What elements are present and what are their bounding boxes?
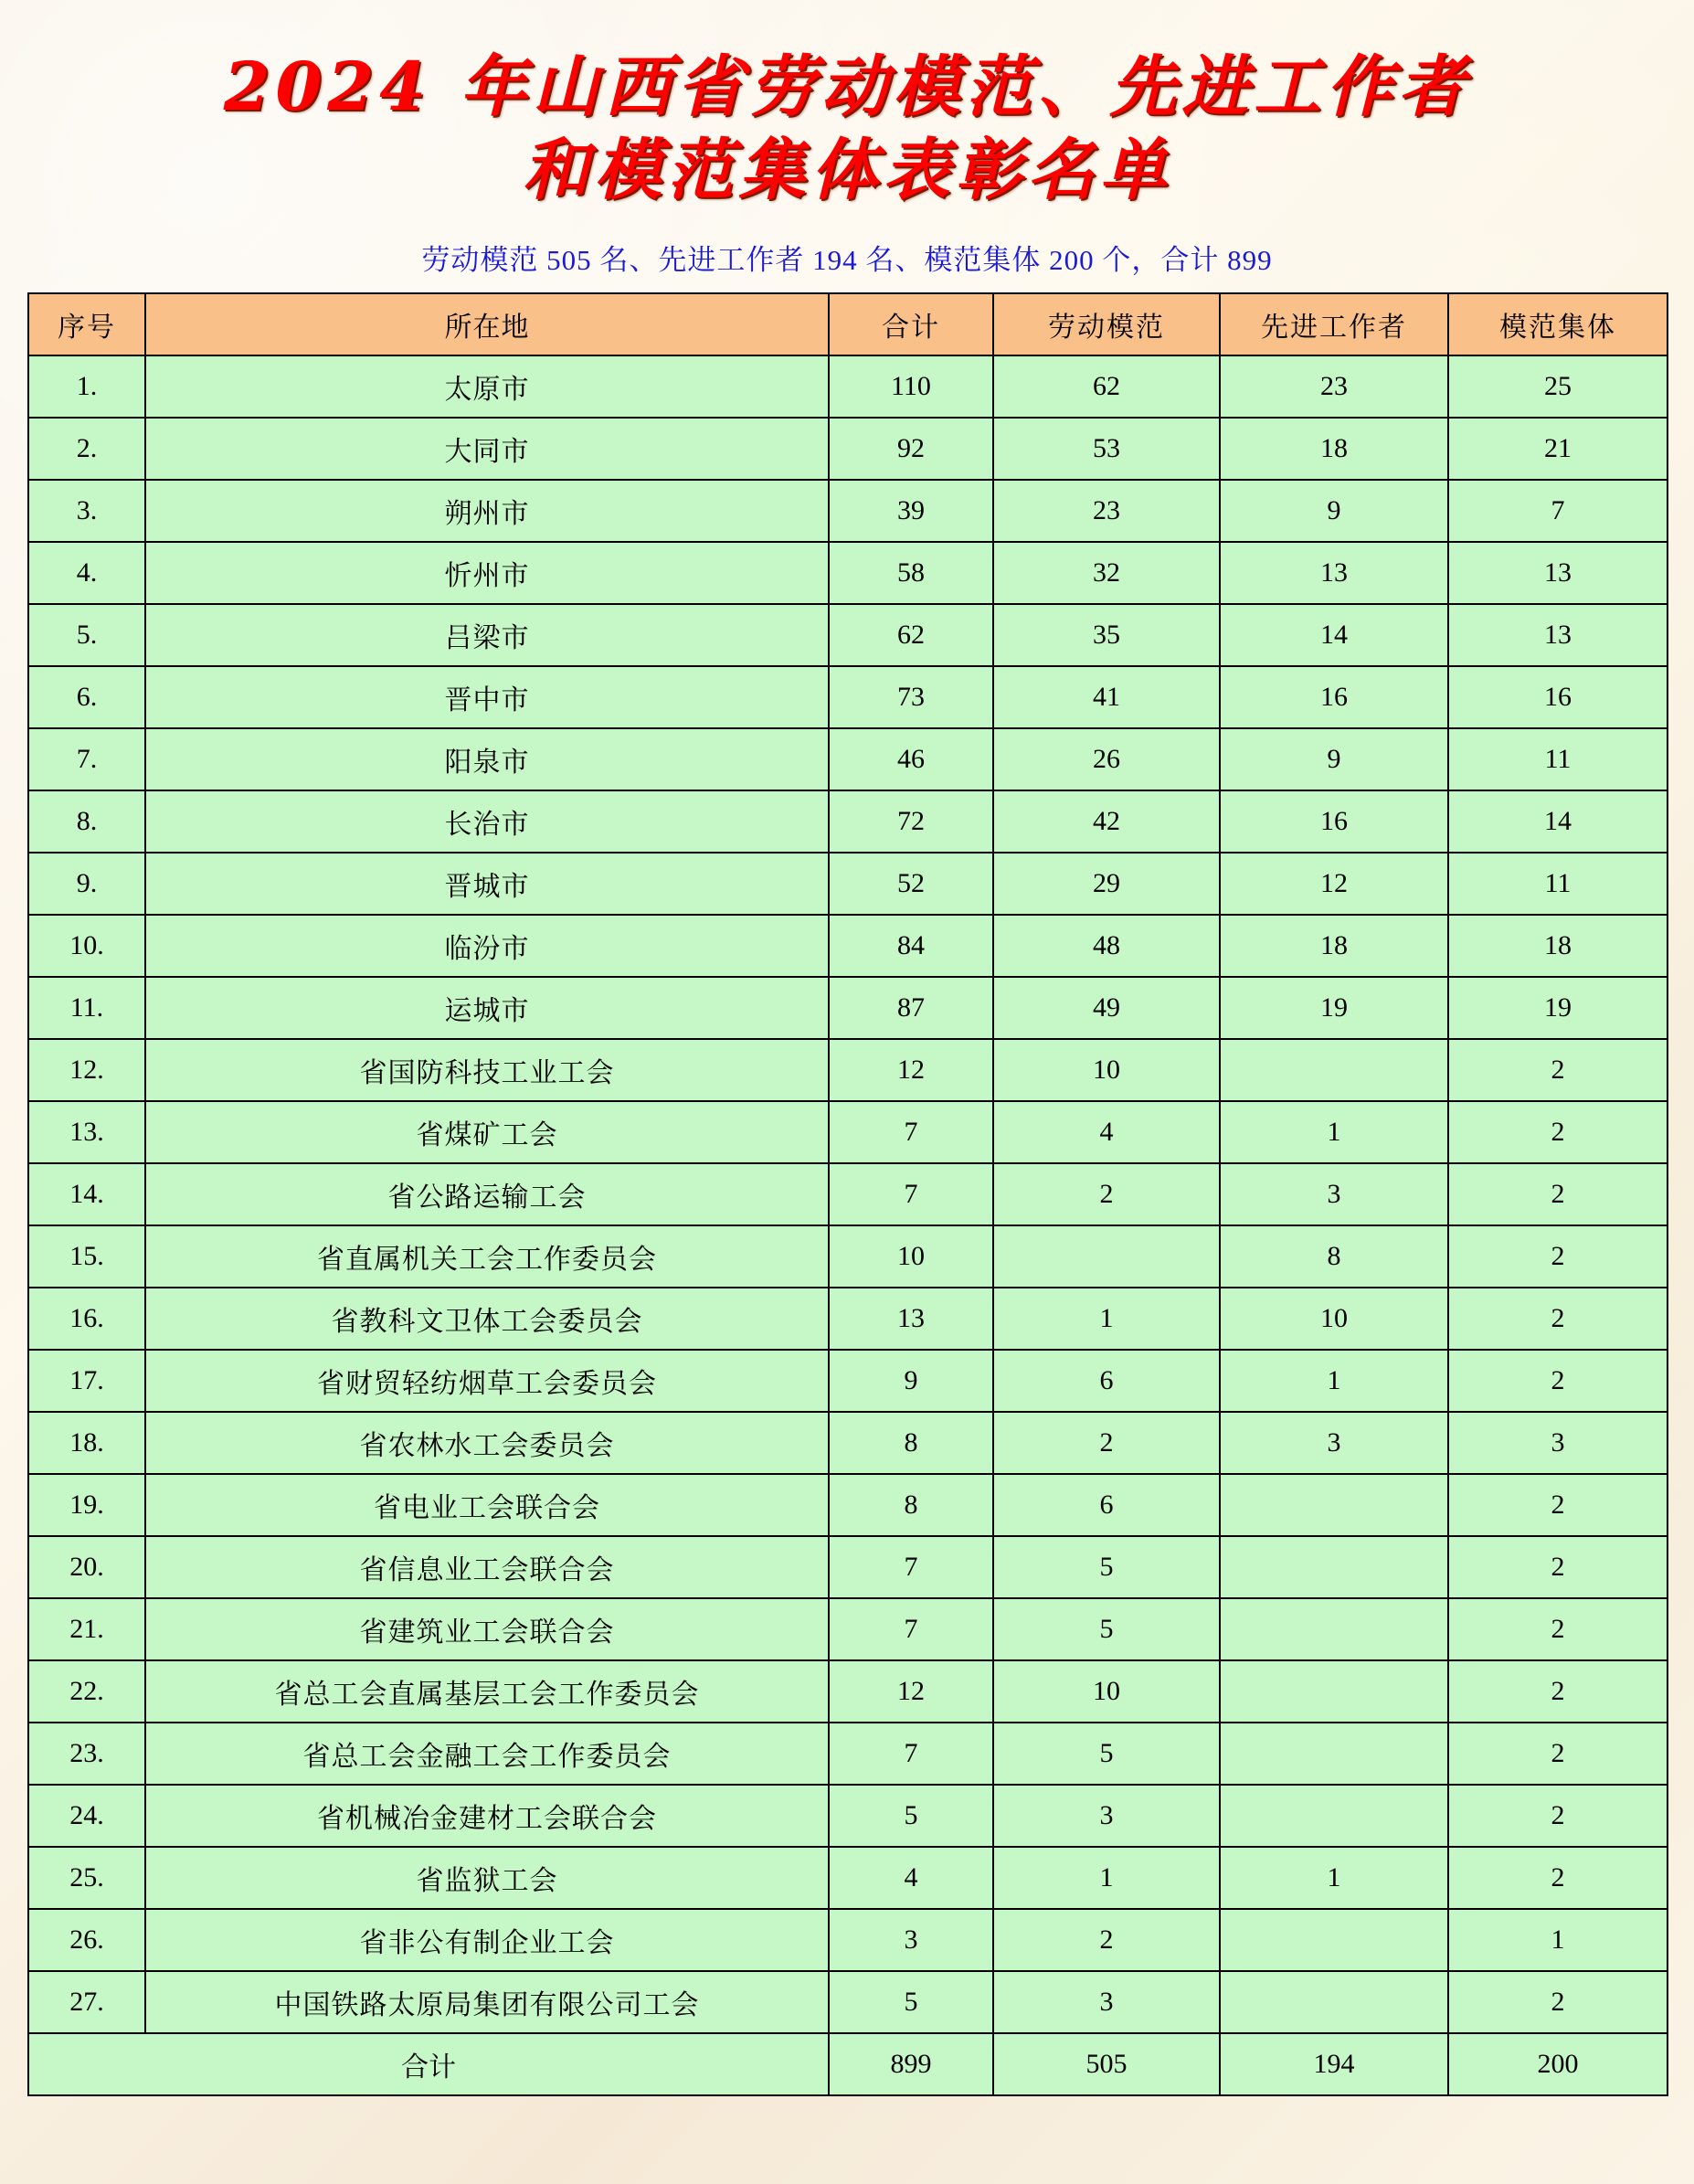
cell-advanced-worker: 16 xyxy=(1220,666,1448,728)
cell-model-group: 18 xyxy=(1448,915,1668,977)
cell-model-group: 16 xyxy=(1448,666,1668,728)
subtitle-summary: 劳动模范 505 名、先进工作者 194 名、模范集体 200 个，合计 899 xyxy=(421,243,1273,276)
table-row xyxy=(28,1474,1668,1536)
cell-model-group: 2 xyxy=(1448,1785,1668,1847)
table-row xyxy=(28,1536,1668,1598)
cell-total: 7 xyxy=(829,1101,993,1163)
cell-model-worker: 32 xyxy=(993,542,1220,604)
table-row xyxy=(28,1101,1668,1163)
cell-total: 92 xyxy=(829,418,993,480)
table-row xyxy=(28,1225,1668,1288)
cell-total-advanced-worker: 194 xyxy=(1220,2033,1448,2095)
cell-advanced-worker xyxy=(1220,1474,1448,1536)
cell-model-group: 2 xyxy=(1448,1723,1668,1785)
cell-total: 87 xyxy=(829,977,993,1039)
table-row xyxy=(28,1785,1668,1847)
awards-table xyxy=(27,292,1668,2096)
cell-advanced-worker: 3 xyxy=(1220,1163,1448,1225)
cell-advanced-worker xyxy=(1220,1039,1448,1101)
cell-total: 7 xyxy=(829,1536,993,1598)
cell-index: 13. xyxy=(28,1101,145,1163)
cell-total: 7 xyxy=(829,1163,993,1225)
cell-model-group: 2 xyxy=(1448,1288,1668,1350)
cell-advanced-worker: 1 xyxy=(1220,1101,1448,1163)
cell-total: 12 xyxy=(829,1039,993,1101)
cell-index: 21. xyxy=(28,1598,145,1660)
cell-model-group: 2 xyxy=(1448,1660,1668,1723)
cell-advanced-worker: 16 xyxy=(1220,790,1448,853)
table-row xyxy=(28,1350,1668,1412)
cell-index: 19. xyxy=(28,1474,145,1536)
cell-place: 晋中市 xyxy=(145,666,829,728)
cell-total-label: 合计 xyxy=(28,2033,829,2095)
cell-model-worker: 2 xyxy=(993,1412,1220,1474)
title-block xyxy=(27,46,1667,213)
cell-total: 7 xyxy=(829,1598,993,1660)
cell-total: 73 xyxy=(829,666,993,728)
cell-model-worker: 53 xyxy=(993,418,1220,480)
cell-place: 省煤矿工会 xyxy=(145,1101,829,1163)
cell-index: 15. xyxy=(28,1225,145,1288)
cell-model-group: 7 xyxy=(1448,480,1668,542)
cell-index: 14. xyxy=(28,1163,145,1225)
cell-model-worker: 6 xyxy=(993,1474,1220,1536)
cell-advanced-worker xyxy=(1220,1723,1448,1785)
cell-advanced-worker xyxy=(1220,1536,1448,1598)
table-row xyxy=(28,728,1668,790)
cell-advanced-worker: 13 xyxy=(1220,542,1448,604)
cell-model-group: 2 xyxy=(1448,1163,1668,1225)
cell-model-worker: 41 xyxy=(993,666,1220,728)
cell-place: 省财贸轻纺烟草工会委员会 xyxy=(145,1350,829,1412)
cell-place: 运城市 xyxy=(145,977,829,1039)
cell-model-worker: 48 xyxy=(993,915,1220,977)
table-row xyxy=(28,1723,1668,1785)
cell-total-model-worker: 505 xyxy=(993,2033,1220,2095)
cell-model-group: 3 xyxy=(1448,1412,1668,1474)
cell-total: 8 xyxy=(829,1474,993,1536)
cell-model-worker: 3 xyxy=(993,1785,1220,1847)
cell-total: 10 xyxy=(829,1225,993,1288)
cell-model-worker: 10 xyxy=(993,1660,1220,1723)
cell-total: 8 xyxy=(829,1412,993,1474)
cell-place: 长治市 xyxy=(145,790,829,853)
cell-place: 省总工会金融工会工作委员会 xyxy=(145,1723,829,1785)
cell-total: 7 xyxy=(829,1723,993,1785)
cell-advanced-worker: 1 xyxy=(1220,1350,1448,1412)
cell-advanced-worker: 18 xyxy=(1220,915,1448,977)
cell-model-group: 2 xyxy=(1448,1474,1668,1536)
cell-model-worker: 4 xyxy=(993,1101,1220,1163)
cell-model-worker: 5 xyxy=(993,1536,1220,1598)
table-row xyxy=(28,480,1668,542)
cell-index: 9. xyxy=(28,853,145,915)
cell-total-model-group: 200 xyxy=(1448,2033,1668,2095)
cell-model-group: 2 xyxy=(1448,1847,1668,1909)
cell-model-group: 11 xyxy=(1448,853,1668,915)
table-row xyxy=(28,977,1668,1039)
table-body xyxy=(28,355,1668,2095)
cell-total: 72 xyxy=(829,790,993,853)
cell-model-worker: 62 xyxy=(993,355,1220,418)
table-row xyxy=(28,1971,1668,2033)
cell-advanced-worker: 9 xyxy=(1220,728,1448,790)
cell-advanced-worker xyxy=(1220,1971,1448,2033)
cell-total: 62 xyxy=(829,604,993,666)
cell-model-worker: 29 xyxy=(993,853,1220,915)
cell-model-group: 2 xyxy=(1448,1536,1668,1598)
cell-index: 8. xyxy=(28,790,145,853)
cell-total-sum: 899 xyxy=(829,2033,993,2095)
cell-index: 24. xyxy=(28,1785,145,1847)
cell-place: 太原市 xyxy=(145,355,829,418)
cell-total: 12 xyxy=(829,1660,993,1723)
cell-index: 12. xyxy=(28,1039,145,1101)
cell-index: 1. xyxy=(28,355,145,418)
cell-model-worker: 1 xyxy=(993,1847,1220,1909)
cell-place: 省农林水工会委员会 xyxy=(145,1412,829,1474)
cell-model-worker: 2 xyxy=(993,1909,1220,1971)
table-row xyxy=(28,1847,1668,1909)
cell-model-worker xyxy=(993,1225,1220,1288)
cell-model-group: 11 xyxy=(1448,728,1668,790)
column-header-model-group: 模范集体 xyxy=(1448,293,1668,355)
cell-model-group: 14 xyxy=(1448,790,1668,853)
cell-advanced-worker: 8 xyxy=(1220,1225,1448,1288)
column-header-index: 序号 xyxy=(28,293,145,355)
cell-model-group: 2 xyxy=(1448,1350,1668,1412)
cell-model-worker: 26 xyxy=(993,728,1220,790)
table-row xyxy=(28,1598,1668,1660)
cell-total: 5 xyxy=(829,1971,993,2033)
cell-model-group: 2 xyxy=(1448,1598,1668,1660)
cell-place: 省非公有制企业工会 xyxy=(145,1909,829,1971)
cell-place: 大同市 xyxy=(145,418,829,480)
table-row xyxy=(28,666,1668,728)
cell-model-worker: 2 xyxy=(993,1163,1220,1225)
cell-place: 省电业工会联合会 xyxy=(145,1474,829,1536)
cell-index: 18. xyxy=(28,1412,145,1474)
cell-place: 临汾市 xyxy=(145,915,829,977)
table-row xyxy=(28,915,1668,977)
cell-total: 110 xyxy=(829,355,993,418)
cell-index: 20. xyxy=(28,1536,145,1598)
table-total-row xyxy=(28,2033,1668,2095)
cell-model-group: 21 xyxy=(1448,418,1668,480)
table-row xyxy=(28,1909,1668,1971)
cell-place: 省机械冶金建材工会联合会 xyxy=(145,1785,829,1847)
cell-model-worker: 5 xyxy=(993,1723,1220,1785)
cell-model-worker: 23 xyxy=(993,480,1220,542)
cell-index: 7. xyxy=(28,728,145,790)
cell-advanced-worker: 23 xyxy=(1220,355,1448,418)
cell-advanced-worker: 1 xyxy=(1220,1847,1448,1909)
cell-advanced-worker: 3 xyxy=(1220,1412,1448,1474)
table-row xyxy=(28,853,1668,915)
cell-total: 39 xyxy=(829,480,993,542)
cell-advanced-worker: 10 xyxy=(1220,1288,1448,1350)
cell-index: 26. xyxy=(28,1909,145,1971)
cell-total: 13 xyxy=(829,1288,993,1350)
cell-total: 5 xyxy=(829,1785,993,1847)
cell-model-worker: 5 xyxy=(993,1598,1220,1660)
cell-advanced-worker xyxy=(1220,1598,1448,1660)
column-header-place: 所在地 xyxy=(145,293,829,355)
cell-total: 46 xyxy=(829,728,993,790)
column-header-advanced-worker: 先进工作者 xyxy=(1220,293,1448,355)
table-row xyxy=(28,1288,1668,1350)
table-row xyxy=(28,604,1668,666)
cell-place: 省监狱工会 xyxy=(145,1847,829,1909)
cell-index: 23. xyxy=(28,1723,145,1785)
cell-model-worker: 10 xyxy=(993,1039,1220,1101)
table-header xyxy=(28,293,1668,355)
cell-index: 6. xyxy=(28,666,145,728)
cell-model-worker: 35 xyxy=(993,604,1220,666)
cell-model-worker: 49 xyxy=(993,977,1220,1039)
cell-model-group: 13 xyxy=(1448,542,1668,604)
cell-place: 省建筑业工会联合会 xyxy=(145,1598,829,1660)
cell-model-group: 2 xyxy=(1448,1039,1668,1101)
cell-place: 忻州市 xyxy=(145,542,829,604)
cell-total: 9 xyxy=(829,1350,993,1412)
cell-model-group: 19 xyxy=(1448,977,1668,1039)
cell-model-worker: 6 xyxy=(993,1350,1220,1412)
cell-index: 4. xyxy=(28,542,145,604)
table-row xyxy=(28,790,1668,853)
page-title-line-2: 和模范集体表彰名单 xyxy=(522,131,1172,210)
table-row xyxy=(28,1163,1668,1225)
column-header-total: 合计 xyxy=(829,293,993,355)
cell-index: 10. xyxy=(28,915,145,977)
table-row xyxy=(28,542,1668,604)
cell-index: 17. xyxy=(28,1350,145,1412)
table-row xyxy=(28,1412,1668,1474)
cell-advanced-worker xyxy=(1220,1660,1448,1723)
cell-advanced-worker xyxy=(1220,1785,1448,1847)
cell-model-group: 2 xyxy=(1448,1101,1668,1163)
cell-total: 3 xyxy=(829,1909,993,1971)
cell-advanced-worker: 14 xyxy=(1220,604,1448,666)
cell-model-group: 2 xyxy=(1448,1971,1668,2033)
cell-place: 省教科文卫体工会委员会 xyxy=(145,1288,829,1350)
cell-index: 22. xyxy=(28,1660,145,1723)
cell-index: 11. xyxy=(28,977,145,1039)
cell-place: 省直属机关工会工作委员会 xyxy=(145,1225,829,1288)
column-header-model-worker: 劳动模范 xyxy=(993,293,1220,355)
table-row xyxy=(28,1660,1668,1723)
cell-total: 4 xyxy=(829,1847,993,1909)
cell-index: 5. xyxy=(28,604,145,666)
cell-index: 25. xyxy=(28,1847,145,1909)
cell-place: 吕梁市 xyxy=(145,604,829,666)
cell-advanced-worker xyxy=(1220,1909,1448,1971)
cell-model-worker: 3 xyxy=(993,1971,1220,2033)
cell-advanced-worker: 12 xyxy=(1220,853,1448,915)
cell-model-group: 13 xyxy=(1448,604,1668,666)
cell-place: 阳泉市 xyxy=(145,728,829,790)
cell-place: 中国铁路太原局集团有限公司工会 xyxy=(145,1971,829,2033)
cell-place: 省国防科技工业工会 xyxy=(145,1039,829,1101)
cell-total: 58 xyxy=(829,542,993,604)
table-row xyxy=(28,355,1668,418)
cell-place: 晋城市 xyxy=(145,853,829,915)
cell-index: 16. xyxy=(28,1288,145,1350)
cell-model-worker: 1 xyxy=(993,1288,1220,1350)
cell-total: 52 xyxy=(829,853,993,915)
cell-index: 3. xyxy=(28,480,145,542)
cell-place: 省总工会直属基层工会工作委员会 xyxy=(145,1660,829,1723)
cell-advanced-worker: 9 xyxy=(1220,480,1448,542)
cell-index: 27. xyxy=(28,1971,145,2033)
cell-advanced-worker: 19 xyxy=(1220,977,1448,1039)
page-title-line-1: 2024 年山西省劳动模范、先进工作者 xyxy=(223,48,1471,126)
table-row xyxy=(28,1039,1668,1101)
cell-place: 朔州市 xyxy=(145,480,829,542)
table-row xyxy=(28,418,1668,480)
cell-model-worker: 42 xyxy=(993,790,1220,853)
cell-place: 省公路运输工会 xyxy=(145,1163,829,1225)
cell-model-group: 1 xyxy=(1448,1909,1668,1971)
table-header-row xyxy=(28,293,1668,355)
cell-advanced-worker: 18 xyxy=(1220,418,1448,480)
cell-model-group: 25 xyxy=(1448,355,1668,418)
cell-index: 2. xyxy=(28,418,145,480)
cell-total: 84 xyxy=(829,915,993,977)
cell-model-group: 2 xyxy=(1448,1225,1668,1288)
cell-place: 省信息业工会联合会 xyxy=(145,1536,829,1598)
